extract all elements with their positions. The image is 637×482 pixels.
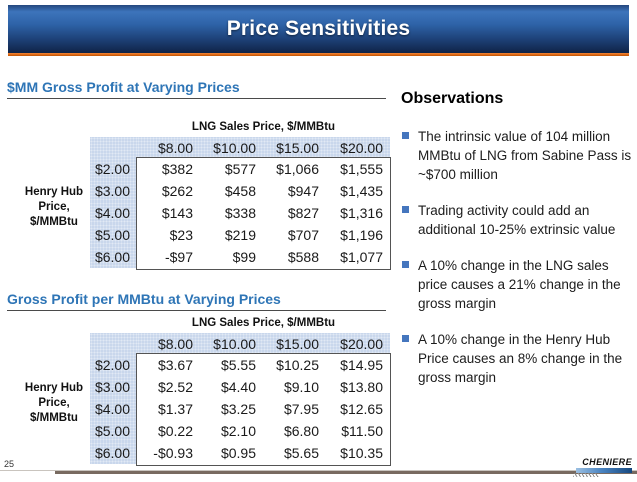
value-cell: $1,077	[340, 249, 383, 265]
henry-hub-axis-label	[20, 185, 88, 230]
mm-gross-profit-table	[90, 137, 390, 268]
value-cell: $11.50	[341, 423, 383, 439]
value-cell: $0.22	[157, 423, 193, 439]
col-header-cell: $20.00	[326, 137, 390, 158]
per-mmbtu-table	[90, 333, 390, 464]
cheniere-logo-hatch	[573, 473, 599, 477]
axis-label-line: Price,	[38, 201, 70, 213]
value-cell: -$97	[164, 249, 193, 265]
observations-list	[401, 127, 634, 404]
bullet-text: Trading activity could add an additional 10-25% extrinsic value	[418, 203, 616, 237]
value-cell: $827	[287, 205, 319, 221]
value-cell: $14.95	[340, 357, 383, 373]
col-header-cell: $15.00	[263, 137, 326, 158]
value-cell: $577	[224, 161, 256, 177]
row-label-cell: $4.00	[90, 398, 137, 420]
value-cell: $6.80	[283, 423, 319, 439]
bullet-square-icon	[402, 261, 409, 268]
row-label-cell: $3.00	[90, 376, 137, 398]
axis-label-line: Price,	[38, 397, 70, 409]
value-cell: $2.52	[157, 379, 193, 395]
value-cell: $262	[161, 183, 193, 199]
bullet-square-icon	[402, 335, 409, 342]
bullet-item	[401, 201, 634, 239]
value-cell: $2.10	[220, 423, 256, 439]
section-title-per-mmbtu: Gross Profit per MMBtu at Varying Prices	[7, 291, 386, 311]
corner-empty-cell	[90, 333, 137, 354]
bottom-border-shadow	[55, 471, 637, 474]
axis-label-line: $/MMBtu	[30, 216, 78, 228]
value-cell: $1.37	[157, 401, 193, 417]
cheniere-logo-bar	[576, 468, 632, 473]
value-cell: $382	[161, 161, 193, 177]
value-cell: $10.25	[276, 357, 319, 373]
value-cell: $99	[232, 249, 256, 265]
bullet-square-icon	[402, 206, 409, 213]
bullet-item	[401, 127, 634, 184]
lng-sales-price-axis-label: LNG Sales Price, $/MMBtu	[191, 121, 336, 133]
value-cell: $7.95	[283, 401, 319, 417]
col-header-cell: $10.00	[200, 137, 263, 158]
row-label-cell: $6.00	[90, 246, 137, 268]
value-cell: $588	[287, 249, 319, 265]
col-header-cell: $10.00	[200, 333, 263, 354]
slide-title: Price Sensitivities	[226, 17, 411, 40]
header-accent-line	[8, 53, 629, 56]
value-cell: $0.95	[220, 445, 256, 461]
row-label-cell: $4.00	[90, 202, 137, 224]
value-cell: $5.65	[283, 445, 319, 461]
col-header-cell: $8.00	[137, 137, 200, 158]
value-cell: $9.10	[283, 379, 319, 395]
value-cell: $707	[287, 227, 319, 243]
value-cell: $23	[169, 227, 193, 243]
page-number: 25	[4, 459, 15, 469]
value-cell: $1,066	[276, 161, 319, 177]
row-label-cell: $2.00	[90, 354, 137, 376]
row-label-cell: $5.00	[90, 224, 137, 246]
corner-empty-cell	[90, 137, 137, 158]
henry-hub-axis-label	[20, 381, 88, 426]
bullet-text: A 10% change in the Henry Hub Price causes an 8% change in the gross margin	[418, 332, 623, 385]
value-cell: $143	[161, 205, 193, 221]
section-title-mm-gross-profit: $MM Gross Profit at Varying Prices	[7, 79, 386, 99]
row-label-cell: $6.00	[90, 442, 137, 464]
value-cell: $5.55	[220, 357, 256, 373]
value-cell: $3.25	[220, 401, 256, 417]
bullet-square-icon	[402, 132, 409, 139]
bullet-text: The intrinsic value of 104 million MMBtu of LNG from Sabine Pass is ~$700 million	[418, 129, 632, 182]
axis-label-line: $/MMBtu	[30, 412, 78, 424]
header-bar	[8, 5, 629, 53]
cheniere-logo	[576, 457, 632, 473]
bullet-item	[401, 256, 634, 313]
row-label-cell: $3.00	[90, 180, 137, 202]
row-label-cell: $2.00	[90, 158, 137, 180]
value-cell: $1,196	[340, 227, 383, 243]
col-header-cell: $15.00	[263, 333, 326, 354]
row-label-cell: $5.00	[90, 420, 137, 442]
cheniere-logo-text: CHENIERE	[582, 457, 632, 467]
value-cell: $4.40	[220, 379, 256, 395]
value-cell: $338	[224, 205, 256, 221]
value-cell: $458	[224, 183, 256, 199]
value-cell: $10.35	[340, 445, 383, 461]
observations-heading: Observations	[401, 90, 504, 107]
value-cell: -$0.93	[153, 445, 193, 461]
value-cell: $1,316	[340, 205, 383, 221]
value-cell: $219	[224, 227, 256, 243]
value-cell: $947	[287, 183, 319, 199]
value-cell: $12.65	[340, 401, 383, 417]
bullet-item	[401, 330, 634, 387]
col-header-cell: $20.00	[326, 333, 390, 354]
value-cell: $13.80	[340, 379, 383, 395]
axis-label-line: Henry Hub	[24, 382, 84, 394]
value-cell: $1,555	[340, 161, 383, 177]
bullet-text: A 10% change in the LNG sales price causes a 21% change in the gross margin	[418, 258, 621, 311]
value-cell: $3.67	[157, 357, 193, 373]
col-header-cell: $8.00	[137, 333, 200, 354]
value-cell: $1,435	[340, 183, 383, 199]
axis-label-line: Henry Hub	[24, 186, 84, 198]
lng-sales-price-axis-label: LNG Sales Price, $/MMBtu	[191, 317, 336, 329]
